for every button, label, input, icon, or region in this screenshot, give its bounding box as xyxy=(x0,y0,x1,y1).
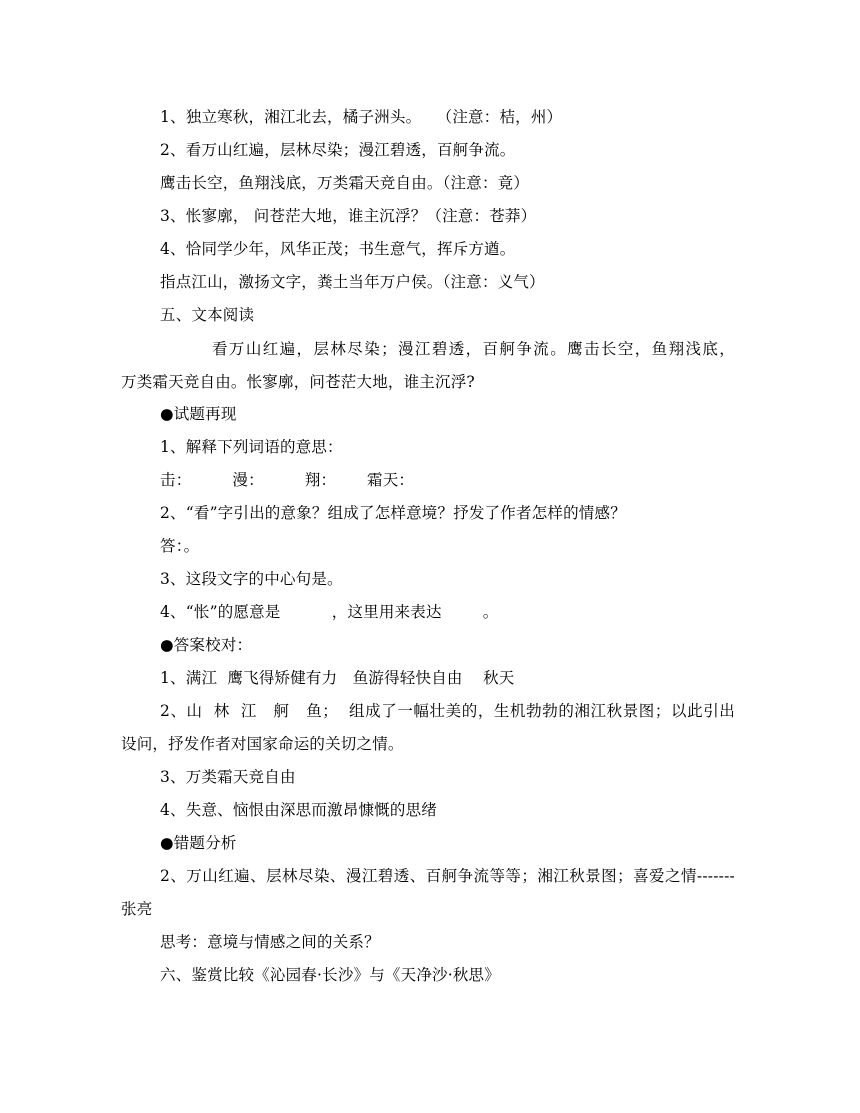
text-line-6: 指点江山，激扬文字，粪土当年万户侯。（注意：义气） xyxy=(160,273,545,291)
subheading-questions: ●试题再现 xyxy=(160,405,237,423)
passage-line-2: 万类霜天竞自由。怅寥廓，问苍茫大地，谁主沉浮? xyxy=(121,373,475,391)
question-2: 2、“看”字引出的意象？组成了怎样意境？抒发了作者怎样的情感？ xyxy=(160,504,626,522)
text-line-3: 鹰击长空，鱼翔浅底，万类霜天竞自由。（注意：竟） xyxy=(160,174,530,192)
answer-2-line-1: 2、山 林 江 舸 鱼； 组成了一幅壮美的，生机勃勃的湘江秋景图；以此引出 xyxy=(160,702,735,720)
answer-1: 1、满江 鹰飞得矫健有力 鱼游得轻快自由 秋天 xyxy=(160,669,515,687)
question-1-terms: 击： 漫： 翔： 霜天： xyxy=(160,471,415,489)
answer-3: 3、万类霜天竞自由 xyxy=(160,768,296,786)
section-heading-comparison: 六、鉴赏比较《沁园春·长沙》与《天净沙·秋思》 xyxy=(160,966,500,984)
question-4: 4、“怅”的愿意是 ，这里用来表达 。 xyxy=(160,603,499,621)
section-heading-text-reading: 五、文本阅读 xyxy=(160,306,255,324)
answer-4: 4、失意、恼恨由深思而激昂慷慨的思绪 xyxy=(160,801,437,819)
subheading-answers: ●答案校对： xyxy=(160,636,253,654)
text-line-4: 3、怅寥廓， 问苍茫大地，谁主沉浮？（注意：苍莽） xyxy=(160,207,537,225)
text-line-5: 4、恰同学少年，风华正茂；书生意气，挥斥方遒。 xyxy=(160,240,516,258)
answer-line: 答：。 xyxy=(160,537,200,555)
text-line-2: 2、看万山红遍，层林尽染；漫江碧透，百舸争流。 xyxy=(160,141,516,159)
passage-line-1: 看万山红遍，层林尽染；漫江碧透，百舸争流。鹰击长空，鱼翔浅底， xyxy=(212,340,735,358)
question-1: 1、解释下列词语的意思： xyxy=(160,438,343,456)
question-3: 3、这段文字的中心句是。 xyxy=(160,570,343,588)
subheading-error-analysis: ●错题分析 xyxy=(160,834,237,852)
text-line-1: 1、独立寒秋，湘江北去，橘子洲头。 （注意：桔，州） xyxy=(160,108,563,126)
error-analysis-line-1: 2、万山红遍、层林尽染、漫江碧透、百舸争流等等；湘江秋景图；喜爱之情------- xyxy=(160,867,735,885)
answer-2-line-2: 设问，抒发作者对国家命运的关切之情。 xyxy=(121,735,404,753)
thinking-question: 思考：意境与情感之间的关系？ xyxy=(160,933,380,951)
error-analysis-line-2: 张亮 xyxy=(121,900,153,918)
